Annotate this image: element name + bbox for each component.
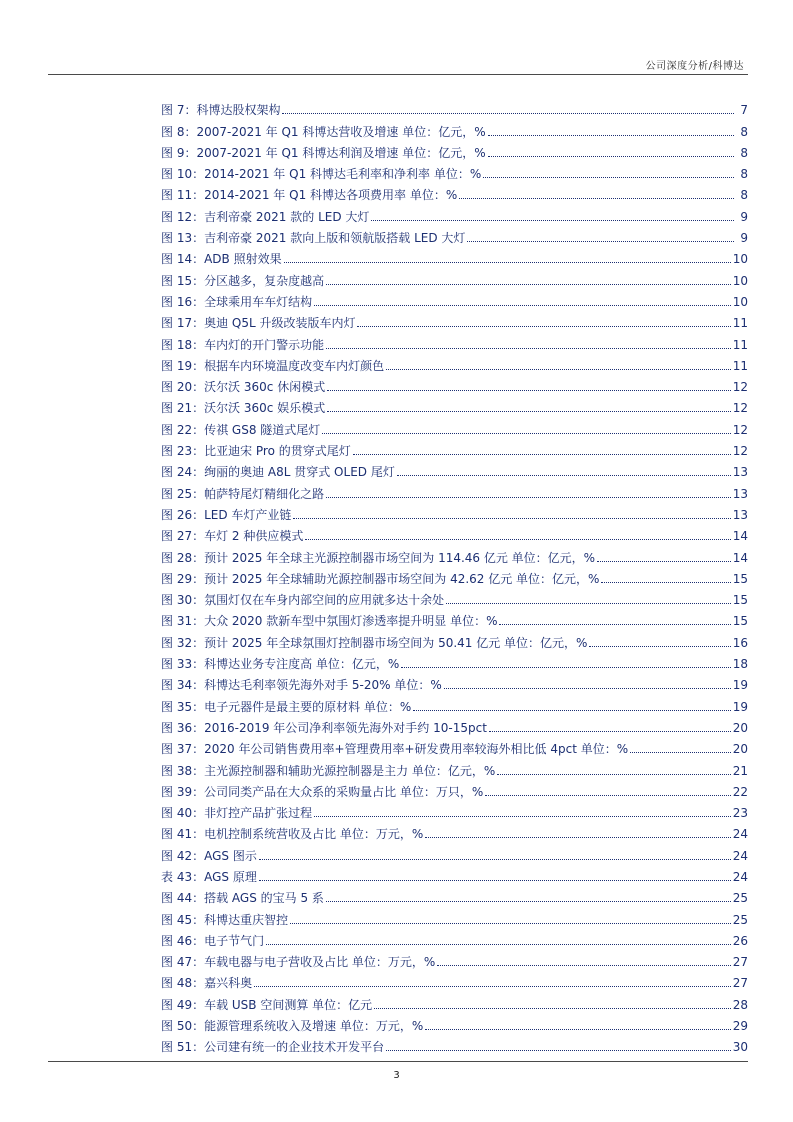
toc-entry-page: 20 bbox=[732, 720, 748, 735]
toc-leader-dots bbox=[374, 1008, 731, 1009]
toc-leader-dots bbox=[485, 795, 730, 796]
toc-leader-dots bbox=[489, 731, 731, 732]
toc-entry[interactable] bbox=[161, 1013, 748, 1034]
toc-entry-label: 图 41：电机控制系统营收及占比 单位：万元，% bbox=[161, 827, 424, 842]
toc-entry-page: 28 bbox=[732, 997, 748, 1012]
toc-entry[interactable] bbox=[161, 289, 748, 310]
page-header-title: 公司深度分析/科博达 bbox=[645, 61, 744, 72]
toc-leader-dots bbox=[290, 923, 731, 924]
toc-leader-dots bbox=[488, 156, 734, 157]
toc-entry[interactable] bbox=[161, 970, 748, 991]
toc-entry[interactable] bbox=[161, 1034, 748, 1055]
toc-entry[interactable] bbox=[161, 331, 748, 352]
toc-entry[interactable] bbox=[161, 608, 748, 629]
toc-entry-label: 图 32：预计 2025 年全球氛围灯控制器市场空间为 50.41 亿元 单位：亿元，% bbox=[161, 635, 588, 650]
toc-entry[interactable] bbox=[161, 395, 748, 416]
toc-entry-page: 10 bbox=[732, 294, 748, 309]
toc-leader-dots bbox=[326, 497, 731, 498]
toc-leader-dots bbox=[326, 284, 731, 285]
toc-entry-label: 图 8：2007-2021 年 Q1 科博达营收及增速 单位：亿元，% bbox=[161, 124, 486, 139]
toc-entry[interactable] bbox=[161, 267, 748, 288]
toc-entry-label: 图 14：ADB 照射效果 bbox=[161, 252, 282, 267]
toc-entry-page: 9 bbox=[740, 209, 748, 224]
footer-divider bbox=[48, 1061, 748, 1062]
toc-leader-dots bbox=[357, 326, 730, 327]
toc-entry-page: 10 bbox=[732, 273, 748, 288]
toc-leader-dots bbox=[314, 816, 731, 817]
toc-leader-dots bbox=[601, 582, 730, 583]
toc-entry-page: 13 bbox=[732, 507, 748, 522]
toc-entry[interactable] bbox=[161, 779, 748, 800]
toc-leader-dots bbox=[499, 624, 730, 625]
toc-entry-label: 图 24：绚丽的奥迪 A8L 贯穿式 OLED 尾灯 bbox=[161, 465, 395, 480]
toc-entry-page: 11 bbox=[732, 337, 748, 352]
toc-entry[interactable] bbox=[161, 949, 748, 970]
toc-entry[interactable] bbox=[161, 374, 748, 395]
toc-entry-page: 22 bbox=[732, 784, 748, 799]
toc-leader-dots bbox=[282, 113, 734, 114]
toc-entry-label: 图 16：全球乘用车车灯结构 bbox=[161, 294, 313, 309]
toc-leader-dots bbox=[314, 305, 731, 306]
toc-entry-page: 8 bbox=[740, 188, 748, 203]
toc-entry-label: 图 30：氛围灯仅在车身内部空间的应用就多达十余处 bbox=[161, 593, 445, 608]
toc-entry-page: 19 bbox=[732, 678, 748, 693]
toc-entry-page: 14 bbox=[732, 529, 748, 544]
toc-leader-dots bbox=[444, 688, 731, 689]
page-number: 3 bbox=[393, 1070, 400, 1081]
toc-leader-dots bbox=[459, 198, 734, 199]
toc-entry-label: 图 45：科博达重庆智控 bbox=[161, 912, 289, 927]
toc-entry-label: 图 28：预计 2025 年全球主光源控制器市场空间为 114.46 亿元 单位：亿元，% bbox=[161, 550, 596, 565]
toc-entry-page: 25 bbox=[732, 912, 748, 927]
toc-leader-dots bbox=[254, 986, 731, 987]
toc-entry[interactable] bbox=[161, 864, 748, 885]
toc-leader-dots bbox=[483, 177, 734, 178]
table-of-figures bbox=[161, 97, 748, 1055]
toc-entry[interactable] bbox=[161, 821, 748, 842]
toc-entry-page: 14 bbox=[732, 550, 748, 565]
toc-entry[interactable] bbox=[161, 629, 748, 650]
toc-entry-label: 图 34：科博达毛利率领先海外对手 5-20% 单位：% bbox=[161, 678, 442, 693]
toc-leader-dots bbox=[397, 475, 731, 476]
toc-entry-label: 图 44：搭载 AGS 的宝马 5 系 bbox=[161, 891, 324, 906]
toc-entry[interactable] bbox=[161, 928, 748, 949]
toc-entry-page: 11 bbox=[732, 316, 748, 331]
toc-entry[interactable] bbox=[161, 310, 748, 331]
toc-entry[interactable] bbox=[161, 651, 748, 672]
toc-entry-label: 图 46：电子节气门 bbox=[161, 933, 265, 948]
toc-entry-page: 23 bbox=[732, 806, 748, 821]
toc-leader-dots bbox=[425, 837, 730, 838]
toc-entry[interactable] bbox=[161, 523, 748, 544]
toc-entry-label: 图 50：能源管理系统收入及增速 单位：万元，% bbox=[161, 1019, 424, 1034]
toc-leader-dots bbox=[630, 752, 731, 753]
toc-entry-label: 图 49：车载 USB 空间测算 单位：亿元 bbox=[161, 997, 373, 1012]
toc-entry-label: 图 20：沃尔沃 360c 休闲模式 bbox=[161, 380, 326, 395]
toc-entry[interactable] bbox=[161, 693, 748, 714]
toc-entry-page: 26 bbox=[732, 933, 748, 948]
toc-leader-dots bbox=[446, 603, 731, 604]
toc-entry[interactable] bbox=[161, 459, 748, 480]
toc-entry-page: 27 bbox=[732, 955, 748, 970]
toc-entry[interactable] bbox=[161, 502, 748, 523]
toc-entry-label: 图 26：LED 车灯产业链 bbox=[161, 507, 292, 522]
toc-entry-label: 图 27：车灯 2 种供应模式 bbox=[161, 529, 304, 544]
toc-leader-dots bbox=[293, 518, 730, 519]
toc-entry-page: 15 bbox=[732, 571, 748, 586]
toc-entry-page: 12 bbox=[732, 401, 748, 416]
toc-entry[interactable] bbox=[161, 140, 748, 161]
toc-leader-dots bbox=[425, 1029, 730, 1030]
toc-leader-dots bbox=[413, 710, 730, 711]
toc-entry-page: 12 bbox=[732, 444, 748, 459]
toc-entry-page: 25 bbox=[732, 891, 748, 906]
toc-entry-page: 11 bbox=[732, 358, 748, 373]
toc-leader-dots bbox=[327, 390, 731, 391]
toc-leader-dots bbox=[266, 944, 731, 945]
toc-entry-page: 21 bbox=[732, 763, 748, 778]
toc-entry[interactable] bbox=[161, 203, 748, 224]
toc-entry-label: 图 9：2007-2021 年 Q1 科博达利润及增速 单位：亿元，% bbox=[161, 145, 486, 160]
toc-entry-page: 13 bbox=[732, 486, 748, 501]
toc-leader-dots bbox=[326, 901, 731, 902]
toc-entry-page: 13 bbox=[732, 465, 748, 480]
toc-entry[interactable] bbox=[161, 842, 748, 863]
toc-leader-dots bbox=[401, 667, 730, 668]
toc-leader-dots bbox=[488, 135, 734, 136]
toc-entry-label: 图 40：非灯控产品扩张过程 bbox=[161, 806, 313, 821]
toc-leader-dots bbox=[353, 454, 731, 455]
toc-entry-page: 27 bbox=[732, 976, 748, 991]
toc-entry[interactable] bbox=[161, 161, 748, 182]
toc-entry-label: 图 22：传祺 GS8 隧道式尾灯 bbox=[161, 422, 321, 437]
toc-entry[interactable] bbox=[161, 587, 748, 608]
toc-entry-label: 图 15：分区越多，复杂度越高 bbox=[161, 273, 325, 288]
toc-leader-dots bbox=[437, 965, 730, 966]
toc-entry-label: 表 43：AGS 原理 bbox=[161, 869, 257, 884]
toc-entry-page: 24 bbox=[732, 827, 748, 842]
toc-entry-page: 7 bbox=[740, 103, 748, 118]
toc-leader-dots bbox=[322, 433, 730, 434]
toc-entry[interactable] bbox=[161, 800, 748, 821]
toc-entry-label: 图 36：2016-2019 年公司净利率领先海外对手约 10-15pct bbox=[161, 720, 487, 735]
toc-entry-page: 20 bbox=[732, 742, 748, 757]
toc-entry-label: 图 12：吉利帝豪 2021 款的 LED 大灯 bbox=[161, 209, 370, 224]
toc-leader-dots bbox=[371, 220, 734, 221]
toc-entry-page: 8 bbox=[740, 167, 748, 182]
toc-entry-label: 图 31：大众 2020 款新车型中氛围灯渗透率提升明显 单位：% bbox=[161, 614, 498, 629]
toc-entry-page: 12 bbox=[732, 422, 748, 437]
toc-entry-page: 12 bbox=[732, 380, 748, 395]
toc-leader-dots bbox=[597, 561, 731, 562]
toc-entry-label: 图 25：帕萨特尾灯精细化之路 bbox=[161, 486, 325, 501]
toc-entry-label: 图 42：AGS 图示 bbox=[161, 848, 257, 863]
toc-leader-dots bbox=[497, 774, 730, 775]
toc-entry[interactable] bbox=[161, 672, 748, 693]
toc-entry[interactable] bbox=[161, 736, 748, 757]
toc-leader-dots bbox=[327, 411, 731, 412]
toc-entry[interactable] bbox=[161, 715, 748, 736]
toc-entry[interactable] bbox=[161, 438, 748, 459]
toc-entry[interactable] bbox=[161, 182, 748, 203]
toc-entry-label: 图 39：公司同类产品在大众系的采购量占比 单位：万只，% bbox=[161, 784, 484, 799]
toc-entry[interactable] bbox=[161, 416, 748, 437]
toc-entry-label: 图 21：沃尔沃 360c 娱乐模式 bbox=[161, 401, 326, 416]
toc-leader-dots bbox=[259, 859, 731, 860]
toc-entry-page: 15 bbox=[732, 593, 748, 608]
toc-entry-page: 10 bbox=[732, 252, 748, 267]
toc-entry-page: 30 bbox=[732, 1040, 748, 1055]
toc-entry-page: 16 bbox=[732, 635, 748, 650]
toc-entry[interactable] bbox=[161, 757, 748, 778]
toc-entry-label: 图 35：电子元器件是最主要的原材料 单位：% bbox=[161, 699, 412, 714]
toc-entry-label: 图 51：公司建有统一的企业技术开发平台 bbox=[161, 1040, 385, 1055]
toc-leader-dots bbox=[259, 880, 731, 881]
toc-entry-label: 图 38：主光源控制器和辅助光源控制器是主力 单位：亿元，% bbox=[161, 763, 496, 778]
toc-entry-label: 图 10：2014-2021 年 Q1 科博达毛利率和净利率 单位：% bbox=[161, 167, 482, 182]
toc-leader-dots bbox=[326, 348, 731, 349]
toc-entry-label: 图 18：车内灯的开门警示功能 bbox=[161, 337, 325, 352]
toc-entry-page: 8 bbox=[740, 124, 748, 139]
toc-entry[interactable] bbox=[161, 480, 748, 501]
header-divider bbox=[48, 74, 748, 75]
toc-entry[interactable] bbox=[161, 885, 748, 906]
toc-entry-label: 图 33：科博达业务专注度高 单位：亿元，% bbox=[161, 657, 400, 672]
toc-entry-page: 19 bbox=[732, 699, 748, 714]
toc-entry-page: 8 bbox=[740, 145, 748, 160]
toc-entry-label: 图 13：吉利帝豪 2021 款向上版和领航版搭载 LED 大灯 bbox=[161, 231, 466, 246]
toc-entry[interactable] bbox=[161, 566, 748, 587]
toc-leader-dots bbox=[305, 539, 730, 540]
toc-entry-label: 图 23：比亚迪宋 Pro 的贯穿式尾灯 bbox=[161, 444, 351, 459]
toc-entry-label: 图 19：根据车内环境温度改变车内灯颜色 bbox=[161, 358, 385, 373]
toc-entry-label: 图 37：2020 年公司销售费用率+管理费用率+研发费用率较海外相比低 4pct 单位：% bbox=[161, 742, 629, 757]
toc-entry-page: 18 bbox=[732, 657, 748, 672]
toc-entry-label: 图 7：科博达股权架构 bbox=[161, 103, 281, 118]
toc-entry-page: 15 bbox=[732, 614, 748, 629]
toc-entry-page: 24 bbox=[732, 869, 748, 884]
toc-entry-page: 29 bbox=[732, 1019, 748, 1034]
toc-entry-page: 24 bbox=[732, 848, 748, 863]
toc-entry[interactable] bbox=[161, 906, 748, 927]
toc-entry[interactable] bbox=[161, 246, 748, 267]
toc-entry[interactable] bbox=[161, 991, 748, 1012]
toc-leader-dots bbox=[589, 646, 730, 647]
toc-leader-dots bbox=[386, 1050, 731, 1051]
toc-entry[interactable] bbox=[161, 225, 748, 246]
toc-entry-label: 图 48：嘉兴科奥 bbox=[161, 976, 253, 991]
toc-leader-dots bbox=[386, 369, 731, 370]
toc-entry[interactable] bbox=[161, 353, 748, 374]
toc-entry[interactable] bbox=[161, 544, 748, 565]
toc-entry-page: 9 bbox=[740, 231, 748, 246]
toc-entry[interactable] bbox=[161, 118, 748, 139]
toc-entry-label: 图 11：2014-2021 年 Q1 科博达各项费用率 单位：% bbox=[161, 188, 458, 203]
toc-leader-dots bbox=[467, 241, 734, 242]
toc-entry-label: 图 17：奥迪 Q5L 升级改装版车内灯 bbox=[161, 316, 356, 331]
toc-entry-label: 图 29：预计 2025 年全球辅助光源控制器市场空间为 42.62 亿元 单位：亿元，% bbox=[161, 571, 600, 586]
toc-entry-label: 图 47：车载电器与电子营收及占比 单位：万元，% bbox=[161, 955, 436, 970]
toc-entry[interactable] bbox=[161, 97, 748, 118]
toc-leader-dots bbox=[284, 262, 731, 263]
